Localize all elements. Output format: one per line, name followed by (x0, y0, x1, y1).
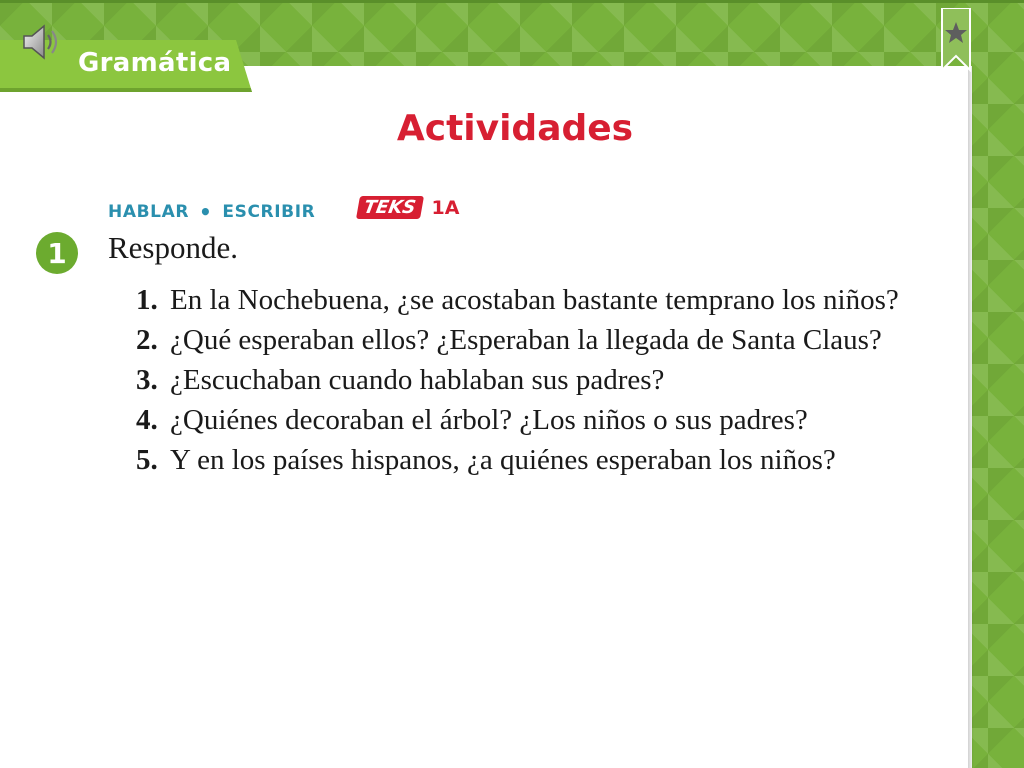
activity-number-badge: 1 (36, 232, 78, 274)
question-number: 5. (136, 444, 158, 476)
question-text: ¿Quiénes decoraban el árbol? ¿Los niños o sus padres? (170, 404, 808, 436)
question-text: ¿Escuchaban cuando hablaban sus padres? (170, 364, 665, 396)
question-text: Y en los países hispanos, ¿a quiénes esperaban los niños? (170, 444, 836, 476)
skill-write: ESCRIBIR (222, 202, 316, 222)
skills-line (108, 200, 315, 224)
list-item (136, 320, 956, 360)
section-title: Gramática (78, 48, 232, 78)
list-item (136, 280, 956, 320)
question-number: 2. (136, 324, 158, 356)
teks-badge: TEKS (356, 196, 424, 219)
list-item (136, 440, 956, 480)
list-item (136, 360, 956, 400)
question-text: ¿Qué esperaban ellos? ¿Esperaban la llegada de Santa Claus? (170, 324, 882, 356)
page-title: Actividades (396, 108, 634, 149)
question-number: 3. (136, 364, 158, 396)
activity-instruction: Responde. (108, 230, 239, 265)
list-item (136, 400, 956, 440)
question-text: En la Nochebuena, ¿se acostaban bastante temprano los niños? (170, 284, 899, 316)
question-number: 4. (136, 404, 158, 436)
speaker-icon[interactable] (20, 22, 64, 62)
teks-code: 1A (431, 196, 460, 219)
teks-standard (358, 196, 459, 219)
question-list (136, 280, 956, 480)
skill-speak: HABLAR (108, 202, 190, 222)
question-number: 1. (136, 284, 158, 316)
skill-separator: • (199, 200, 213, 224)
bookmark-icon[interactable] (940, 8, 972, 72)
page-shadow (968, 66, 974, 768)
top-edge (0, 0, 1024, 3)
